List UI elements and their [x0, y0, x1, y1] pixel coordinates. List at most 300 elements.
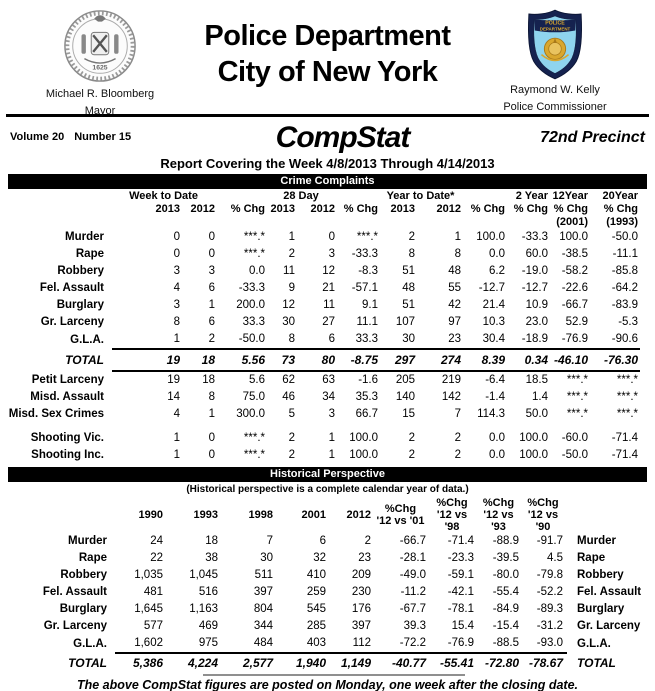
cell-value: 114.3 — [477, 408, 506, 420]
cell-value: 15.4 — [451, 620, 474, 632]
cell-value: 100.0 — [349, 432, 379, 444]
cell-value: -28.1 — [399, 552, 426, 564]
row-label-right: Robbery — [577, 569, 624, 581]
spacer-row — [0, 423, 640, 430]
cell-value: 259 — [306, 586, 326, 598]
cell-value: -42.1 — [447, 586, 474, 598]
pct-header-line2: '12 vs '98 — [436, 509, 468, 533]
row-label-right: G.L.A. — [577, 637, 611, 650]
cell-value: 0.34 — [507, 349, 550, 371]
cell-value: -12.7 — [478, 282, 506, 294]
cell-value: 975 — [198, 637, 218, 649]
cell-value: -55.41 — [430, 653, 478, 673]
table-row — [0, 618, 655, 635]
row-label: Rape — [75, 248, 104, 260]
cell-value: -11.1 — [612, 248, 639, 260]
cell-value: 0.0 — [489, 449, 506, 461]
number-label: Number 15 — [74, 131, 132, 143]
cell-value: -71.4 — [611, 449, 639, 461]
table-row — [0, 331, 640, 349]
cell-value: 1,045 — [189, 569, 218, 581]
cell-value: -1.4 — [485, 391, 506, 403]
cell-value: -58.2 — [561, 265, 589, 277]
cell-value: 577 — [143, 620, 163, 632]
row-label-right: Rape — [577, 552, 606, 564]
row-label: TOTAL — [65, 353, 104, 367]
cell-value: 51 — [402, 265, 416, 277]
cell-value: 22 — [150, 552, 163, 564]
cell-value: 397 — [253, 586, 273, 598]
cell-value: 48 — [448, 265, 462, 277]
table-row — [0, 533, 655, 550]
historical-subtitle: (Historical perspective is a complete calendar year of data.) — [186, 484, 469, 495]
cell-value: 1,035 — [134, 569, 163, 581]
col-2013: 2013 — [270, 203, 295, 215]
table-row — [0, 635, 655, 653]
cell-value: 804 — [253, 603, 273, 615]
col-pct-chg: % Chg — [230, 203, 265, 215]
department-title — [170, 8, 485, 90]
cell-value: 34 — [322, 391, 336, 403]
cell-value: -88.5 — [492, 637, 519, 649]
cell-value: -38.5 — [561, 248, 589, 260]
coverage-line: Report Covering the Week 4/8/2013 Through 4/14/2013 — [160, 156, 495, 171]
cell-value: 5.56 — [217, 349, 267, 371]
cell-value: 200.0 — [236, 299, 265, 311]
commissioner-name: Raymond W. Kelly — [510, 84, 600, 96]
table-row — [0, 280, 640, 297]
cell-value: -79.8 — [536, 569, 563, 581]
col-group-12-year: 12Year — [552, 190, 589, 202]
col-pct-12v93 — [478, 497, 523, 533]
title-line-1: Police Department — [204, 20, 451, 52]
cell-value: -66.7 — [399, 535, 426, 547]
cell-value: -57.1 — [351, 282, 379, 294]
cell-value: 23.0 — [525, 316, 549, 328]
row-label: Gr. Larceny — [43, 620, 107, 632]
cell-value: 209 — [351, 569, 371, 581]
cell-value: -71.4 — [611, 432, 639, 444]
cell-value: 484 — [253, 637, 273, 649]
cell-value: 14 — [167, 391, 180, 403]
empty-header — [463, 190, 507, 203]
cell-value: 0.0 — [489, 432, 506, 444]
row-label: Shooting Inc. — [31, 449, 104, 461]
cell-value: 0.0 — [489, 248, 506, 260]
pct-header-line1: %Chg — [482, 497, 515, 509]
cell-value: 8.39 — [463, 349, 507, 371]
row-label: Misd. Sex Crimes — [8, 408, 104, 420]
cell-value: ***.* — [566, 408, 589, 420]
row-label: Shooting Vic. — [30, 432, 104, 444]
nyc-seal-icon — [62, 8, 138, 84]
cell-value: -72.2 — [399, 637, 426, 649]
table-row — [0, 314, 640, 331]
report-header — [0, 0, 655, 117]
col-2013: 2013 — [390, 203, 416, 215]
cell-value: -52.2 — [536, 586, 563, 598]
cell-value: 27 — [322, 316, 336, 328]
cell-value: 205 — [395, 374, 416, 386]
cell-value: 2 — [454, 449, 462, 461]
cell-value: 97 — [448, 316, 462, 328]
cell-value: -1.6 — [358, 374, 379, 386]
row-label: Misd. Assault — [30, 391, 104, 403]
cell-value: 107 — [395, 316, 416, 328]
cell-value: -76.9 — [561, 333, 589, 345]
cell-value: -78.67 — [523, 653, 567, 673]
cell-value: 2 — [454, 432, 462, 444]
cell-value: 62 — [282, 374, 295, 386]
cell-value: 2 — [408, 449, 416, 461]
cell-value: 39.3 — [403, 620, 426, 632]
cell-value: 18 — [205, 535, 218, 547]
volume-label: Volume 20 — [10, 131, 65, 143]
pct-header-line1: %Chg — [436, 497, 468, 509]
cell-value: 2 — [208, 333, 215, 345]
cell-value: -55.4 — [492, 586, 519, 598]
cell-value: 0 — [208, 248, 215, 260]
cell-value: -89.3 — [536, 603, 563, 615]
cell-value: 0.0 — [249, 265, 265, 277]
cell-value: 7 — [266, 535, 273, 547]
cell-value: -19.0 — [521, 265, 549, 277]
cell-value: ***.* — [243, 432, 265, 444]
col-group-week-to-date: Week to Date — [129, 190, 198, 202]
col-group-year-to-date: Year to Date* — [386, 190, 455, 202]
cell-value: 300.0 — [236, 408, 265, 420]
cell-value: -46.10 — [550, 349, 590, 371]
cell-value: 100.0 — [519, 432, 549, 444]
cell-value: 30 — [260, 552, 273, 564]
col-pct-chg: % Chg — [553, 203, 589, 215]
historical-table — [0, 497, 655, 673]
cell-value: 2 — [288, 449, 295, 461]
cell-value: -33.3 — [521, 231, 549, 243]
row-label-right: TOTAL — [577, 655, 616, 670]
cell-value: 1,645 — [134, 603, 163, 615]
cell-value: 0 — [208, 231, 215, 243]
cell-value: 4,224 — [167, 653, 222, 673]
cell-value: 5.6 — [249, 374, 265, 386]
volume-number — [10, 121, 180, 143]
cell-value: -60.0 — [561, 432, 589, 444]
cell-value: 6 — [328, 333, 336, 345]
group-header-row — [0, 190, 640, 203]
cell-value: 516 — [198, 586, 218, 598]
cell-value: 66.7 — [355, 408, 379, 420]
total-underline — [203, 674, 465, 676]
col-pct-chg: % Chg — [470, 203, 506, 215]
row-label: Robbery — [60, 569, 107, 581]
cell-value: 410 — [306, 569, 326, 581]
cell-value: 80 — [297, 349, 337, 371]
cell-value: 73 — [267, 349, 297, 371]
cell-value: 0 — [208, 432, 215, 444]
footer-note: The above CompStat figures are posted on Monday, one week after the closing date. — [76, 678, 579, 691]
cell-value: -11.2 — [400, 586, 426, 598]
cell-value: 1 — [173, 432, 180, 444]
cell-value: 8 — [454, 248, 462, 260]
cell-value: ***.* — [356, 231, 379, 243]
cell-value: -67.7 — [399, 603, 426, 615]
row-label-right: Burglary — [577, 603, 625, 615]
cell-value: 18.5 — [525, 374, 549, 386]
cell-value: 51 — [402, 299, 416, 311]
cell-value: 140 — [395, 391, 416, 403]
cell-value: 15 — [402, 408, 416, 420]
cell-value: 2 — [408, 231, 416, 243]
empty-header — [0, 497, 115, 533]
historical-header-row — [0, 497, 655, 533]
cell-value: 100.0 — [559, 231, 589, 243]
cell-value: 19 — [112, 349, 182, 371]
cell-value: 2 — [288, 248, 295, 260]
table-row — [0, 567, 655, 584]
cell-value: 5 — [288, 408, 295, 420]
cell-value: -59.1 — [447, 569, 474, 581]
cell-value: 1 — [454, 231, 462, 243]
cell-value: 3 — [328, 408, 336, 420]
cell-value: 9.1 — [362, 299, 379, 311]
empty-header — [0, 203, 112, 216]
pct-header-line1: %Chg — [527, 497, 559, 509]
cell-value: -50.0 — [238, 333, 265, 345]
cell-value: 219 — [441, 374, 462, 386]
cell-value: -23.3 — [447, 552, 474, 564]
cell-value: 469 — [198, 620, 218, 632]
cell-value: -8.3 — [358, 265, 379, 277]
cell-value: 50.0 — [525, 408, 549, 420]
col-2012: 2012 — [436, 203, 462, 215]
table-row — [0, 406, 640, 423]
cell-value: 1 — [328, 432, 336, 444]
cell-value: 11.1 — [356, 316, 379, 328]
cell-value: 1,602 — [134, 637, 163, 649]
row-label: Burglary — [56, 299, 104, 311]
pct-header-line2: '12 vs '01 — [376, 515, 425, 527]
svg-text:DEPARTMENT: DEPARTMENT — [539, 26, 571, 32]
cell-value: 6 — [319, 535, 326, 547]
cell-value: 42 — [448, 299, 462, 311]
cell-value: 11 — [323, 299, 336, 311]
col-1998: 1998 — [248, 509, 273, 521]
cell-value: -6.4 — [485, 374, 506, 386]
row-label-right: Fel. Assault — [577, 586, 642, 598]
commissioner-block — [485, 8, 625, 114]
cell-value: -66.7 — [561, 299, 589, 311]
cell-value: 12 — [282, 299, 295, 311]
cell-value: -31.2 — [536, 620, 563, 632]
cell-value: -78.1 — [447, 603, 474, 615]
cell-value: -50.0 — [561, 449, 589, 461]
pct-header-line2: '12 vs '90 — [527, 509, 559, 533]
cell-value: 35.3 — [355, 391, 379, 403]
empty-header — [337, 190, 380, 203]
mayor-title: Mayor — [84, 105, 116, 117]
col-2012: 2012 — [346, 509, 371, 521]
sub-header-row-2 — [0, 216, 640, 229]
pct-header-line2: '12 vs '93 — [483, 509, 514, 533]
col-2001: 2001 — [301, 509, 326, 521]
cell-value: 1,149 — [330, 653, 375, 673]
cell-value: ***.* — [566, 374, 589, 386]
title-line-2: City of New York — [217, 56, 438, 88]
cell-value: 112 — [352, 637, 371, 649]
cell-value: 46 — [282, 391, 295, 403]
row-label: G.L.A. — [70, 333, 104, 346]
empty-header — [0, 190, 112, 203]
cell-value: 344 — [253, 620, 273, 632]
cell-value: 6.2 — [489, 265, 506, 277]
cell-value: -76.30 — [590, 349, 640, 371]
cell-value: 10.3 — [482, 316, 506, 328]
cell-value: 1 — [208, 299, 215, 311]
sub-header-row — [0, 203, 640, 216]
cell-value: 176 — [351, 603, 371, 615]
cell-value: 2,577 — [222, 653, 277, 673]
cell-value: 545 — [306, 603, 326, 615]
cell-value: 1,940 — [277, 653, 330, 673]
commissioner-title: Police Commissioner — [503, 101, 607, 113]
col-1993: 1993 — [193, 509, 218, 521]
cell-value: 75.0 — [242, 391, 265, 403]
cell-value: ***.* — [566, 391, 589, 403]
col-group-20-year: 20Year — [602, 190, 639, 202]
cell-value: -15.4 — [492, 620, 519, 632]
table-row — [0, 389, 640, 406]
historical-perspective-bar: Historical Perspective — [8, 467, 647, 482]
cell-value: 481 — [143, 586, 163, 598]
cell-value: 0 — [328, 231, 336, 243]
svg-text:1625: 1625 — [92, 64, 108, 72]
col-base-1993: (1993) — [606, 216, 639, 228]
row-label: TOTAL — [68, 655, 107, 670]
row-label: Murder — [68, 535, 107, 547]
table-row — [0, 263, 640, 280]
cell-value: 3 — [173, 265, 180, 277]
cell-value: 7 — [454, 408, 462, 420]
cell-value: -64.2 — [611, 282, 639, 294]
table-row — [0, 297, 640, 314]
masthead — [0, 117, 655, 155]
cell-value: 11 — [283, 265, 295, 277]
cell-value: 32 — [313, 552, 326, 564]
col-2012: 2012 — [310, 203, 336, 215]
cell-value: 23 — [358, 552, 371, 564]
row-label: G.L.A. — [73, 637, 107, 650]
empty-header — [567, 497, 655, 533]
row-label: Murder — [65, 231, 104, 243]
cell-value: 3 — [208, 265, 215, 277]
cell-value: 2 — [364, 535, 371, 547]
table-row — [0, 229, 640, 246]
cell-value: 274 — [417, 349, 463, 371]
col-group-28-day: 28 Day — [283, 190, 319, 202]
cell-value: 4 — [173, 282, 180, 294]
cell-value: 100.0 — [349, 449, 379, 461]
cell-value: 3 — [173, 299, 180, 311]
cell-value: 230 — [351, 586, 371, 598]
cell-value: 4.5 — [547, 552, 563, 564]
table-row — [0, 246, 640, 263]
table-row — [0, 550, 655, 567]
cell-value: 33.3 — [355, 333, 379, 345]
col-pct-12v01 — [375, 497, 430, 533]
col-1990: 1990 — [138, 509, 163, 521]
cell-value: -33.3 — [351, 248, 379, 260]
cell-value: 10.9 — [525, 299, 549, 311]
row-label: Robbery — [57, 265, 104, 277]
precinct-label: 72nd Precinct — [540, 129, 645, 146]
cell-value: 1,163 — [189, 603, 218, 615]
cell-value: 0 — [173, 248, 180, 260]
cell-value: -33.3 — [238, 282, 265, 294]
cell-value: -22.6 — [561, 282, 589, 294]
col-2013: 2013 — [155, 203, 180, 215]
cell-value: -88.9 — [492, 535, 519, 547]
row-label-right: Murder — [577, 535, 616, 547]
total-row — [0, 653, 655, 673]
empty-header — [217, 190, 267, 203]
cell-value: 1.4 — [532, 391, 549, 403]
cell-value: -40.77 — [375, 653, 430, 673]
cell-value: 23 — [448, 333, 462, 345]
col-pct-chg: % Chg — [513, 203, 549, 215]
cell-value: 30 — [402, 333, 416, 345]
cell-value: -72.80 — [478, 653, 523, 673]
cell-value: 3 — [328, 248, 336, 260]
cell-value: 1 — [173, 333, 180, 345]
cell-value: 63 — [322, 374, 336, 386]
cell-value: 297 — [380, 349, 417, 371]
cell-value: ***.* — [243, 231, 265, 243]
svg-text:POLICE: POLICE — [545, 20, 565, 27]
cell-value: -85.8 — [611, 265, 639, 277]
row-label: Petit Larceny — [31, 373, 104, 386]
cell-value: 1 — [288, 231, 295, 243]
cell-value: -91.7 — [536, 535, 563, 547]
cell-value: -49.0 — [399, 569, 426, 581]
cell-value: -84.9 — [492, 603, 519, 615]
empty-header — [0, 216, 550, 229]
cell-value: ***.* — [616, 374, 639, 386]
col-2012: 2012 — [190, 203, 215, 215]
cell-value: 8 — [288, 333, 295, 345]
cell-value: 8 — [208, 391, 215, 403]
cell-value: 21 — [322, 282, 336, 294]
cell-value: 1 — [208, 408, 215, 420]
row-label-right: Gr. Larceny — [577, 620, 641, 632]
cell-value: 6 — [208, 316, 215, 328]
total-row — [0, 349, 640, 371]
col-pct-chg: % Chg — [603, 203, 639, 215]
cell-value: 18 — [182, 349, 217, 371]
cell-value: 38 — [205, 552, 218, 564]
col-group-2-year: 2 Year — [515, 190, 549, 202]
cell-value: 60.0 — [525, 248, 549, 260]
crime-complaints-bar: Crime Complaints — [8, 174, 647, 189]
cell-value: -83.9 — [611, 299, 639, 311]
row-label: Burglary — [59, 603, 107, 615]
table-row — [0, 601, 655, 618]
pct-header-line1: %Chg — [384, 503, 417, 515]
table-row — [0, 447, 640, 464]
cell-value: 511 — [254, 569, 273, 581]
cell-value: 5,386 — [115, 653, 167, 673]
cell-value: ***.* — [616, 408, 639, 420]
cell-value: 52.9 — [565, 316, 589, 328]
